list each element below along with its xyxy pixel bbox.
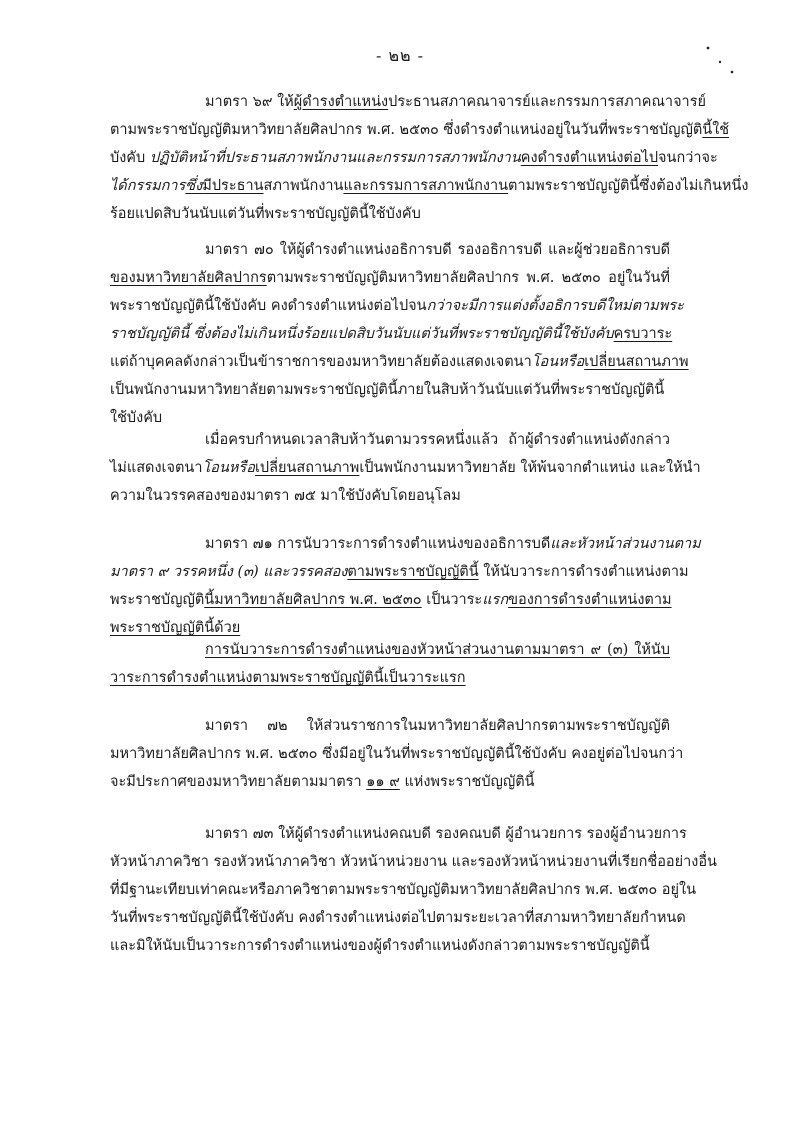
text-segment: ที่มีฐานะเทียบเท่าคณะหรือภาควิชาตามพระราชบัญญัติมหาวิทยาลัยศิลปากร พ.ศ. ๒๕๓๐ อยู่ใน [110,882,696,898]
text-segment: และมิให้นับเป็นวาระการดำรงตำแหน่งของผู้ดำรงตำแหน่งดังกล่าวตามพระราชบัญญัตินี้ [110,938,650,954]
text-segment: เปลี่ยนสถานภาพ [584,354,689,370]
text-segment: โอนหรือ [202,460,255,476]
page-number: - ๒๒ - [375,46,425,65]
text-segment: พระราชบัญญัติ [110,592,205,608]
text-line [110,264,670,292]
text-line [110,768,670,796]
text-segment: มาตรา ๗๒ ให้ส่วนราชการในมหาวิทยาลัยศิลปากรตามพระราชบัญญัติ [205,718,670,734]
text-line [110,236,670,264]
text-segment: และหัวหน้าส่วนงานตาม [550,536,701,552]
text-line [110,88,706,116]
text-line [110,116,730,144]
section-73 [110,820,717,960]
text-segment: วาระการดำรงตำแหน่งตามพระราชบัญญัตินี้เป็นวาระแรก [110,670,466,686]
section-72 [110,712,684,796]
text-line [110,586,670,614]
scan-specks [690,40,750,80]
text-segment: ได้กรรมการ [110,178,186,194]
text-line [110,348,689,376]
text-segment: มาตรา ๗๓ ให้ผู้ดำรงตำแหน่งคณบดี รองคณบดี ผู้อำนวยการ รองผู้อำนวยการ [205,826,687,842]
text-segment: พระราชบัญญัตินี้ด้วย [110,620,241,636]
text-line [110,636,670,664]
text-segment: ซึ่ง [185,178,203,194]
text-segment: แห่งพระราชบัญญัตินี้ [399,774,535,790]
text-segment: คงดำรงตำแหน่งต่อไป [520,150,659,166]
text-segment: ของมหาวิทยาลัยศิลปากร [110,270,267,286]
text-segment: กว่าจะมีการแต่งตั้งอธิการบดีใหม่ตามพระ [426,298,684,314]
text-line [110,664,670,692]
text-segment: ราชบัญญัตินี้ ซึ่งต้องไม่เกินหนึ่งร้อยแปดสิบวันนับแต่วันที่พระราชบัญญัตินี้ใช้บังคับ [110,326,614,342]
text-segment: หัวหน้าภาควิชา รองหัวหน้าภาควิชา หัวหน้าหน่วยงาน และรองหัวหน้าหน่วยงานที่เรียกชื่ออย่างอื่น [110,854,717,870]
text-segment: นี้ใช้ [702,122,730,138]
text-line [110,820,687,848]
text-line [110,558,689,586]
text-segment: เมื่อครบกำหนดเวลาสิบห้าวันตามวรรคหนึ่งแล้ว ถ้าผู้ดำรงตำแหน่งดังกล่าว [205,432,670,448]
section-70-paragraph-2 [110,426,701,510]
text-line [110,426,670,454]
text-segment: เป็นวาระ [421,592,483,608]
text-segment: ใช้บังคับ [110,410,163,426]
text-segment: จนกว่าจะ [658,150,718,166]
text-segment: ๑๑ ๙ [366,774,400,790]
section-70 [110,236,689,432]
text-segment: มีประธาน [202,178,264,194]
text-line [110,376,670,404]
text-segment: สภาพนักงาน [263,178,344,194]
text-line [110,292,684,320]
text-segment: โอนหรือ [531,354,585,370]
text-segment: ประธานสภาคณาจารย์และกรรมการสภาคณาจารย์ [388,94,706,110]
text-segment: ครบวาระ [613,326,673,342]
text-line [110,200,670,228]
text-line [110,904,686,932]
text-segment: บังคับ [110,150,150,166]
text-line [110,876,696,904]
text-line [110,712,670,740]
text-segment: ให้นับวาระการดำรงตำแหน่งตาม [478,564,689,580]
text-segment: มหาวิทยาลัยศิลปากร พ.ศ. ๒๕๓๐ ซึ่งมีอยู่ในวันที่พระราชบัญญัตินี้ใช้บังคับ คงอยู่ต่อไปจนกว่า [110,746,684,762]
text-segment: ตามพระราชบัญญัติมหาวิทยาลัยศิลปากร พ.ศ. ๒๕๓๐ อยู่ในวันที่ [266,270,670,286]
text-segment: ตามพระราชบัญญัติมหาวิทยาลัยศิลปากร พ.ศ. ๒๕๓๐ ซึ่งดำรงตำแหน่งอยู่ในวันที่พระราชบัญญัติ [110,122,703,138]
text-segment: พระราชบัญญัตินี้ใช้บังคับ คงดำรงตำแหน่งต่อไปจน [110,298,427,314]
text-segment: มาตรา ๗๑ การนับวาระการดำรงตำแหน่งของอธิการบดี [205,536,551,552]
text-segment: และกรรมการสภาพนักงาน [343,178,509,194]
text-segment: มาตรา ๗๐ ให้ผู้ดำรงตำแหน่งอธิการบดี รองอธิการบดี และผู้ช่วยอธิการบดี [205,242,670,258]
text-segment: นี้มหาวิทยาลัยศิลปากร พ.ศ. ๒๕๓๐ [204,592,422,608]
text-segment: แรก [482,592,509,608]
text-segment: การนับวาระการดำรงตำแหน่งของหัวหน้าส่วนงานตามมาตรา ๙ (๓) ให้นับ [205,642,670,658]
text-line [110,530,701,558]
text-segment: มาตรา ๖๙ ให้ [205,94,294,110]
text-line [110,144,718,172]
text-segment: มาตรา ๙ วรรคหนึ่ง (๓) และวรรคสอง [110,564,348,580]
text-segment: ร้อยแปดสิบวันนับแต่วันที่พระราชบัญญัตินี้ใช้บังคับ [110,206,421,222]
text-line [110,454,701,482]
text-segment: ไม่แสดงเจตนา [110,460,203,476]
text-segment: ปฏิบัติหน้าที่ประธานสภาพนักงานและกรรมการสภาพนักงาน [149,150,521,166]
text-segment: วันที่พระราชบัญญัตินี้ใช้บังคับ คงดำรงตำแหน่งต่อไปตามระยะเวลาที่สภามหาวิทยาลัยกำหนด [110,910,686,926]
text-segment: ของการดำรงตำแหน่งตาม [508,592,672,608]
text-segment: เป็นพนักงานมหาวิทยาลัย ให้พ้นจากตำแหน่ง และให้นำ [359,460,701,476]
text-segment: เป็นพนักงานมหาวิทยาลัยตามพระราชบัญญัตินี้ภายในสิบห้าวันนับแต่วันที่พระราชบัญญัตินี้ [110,382,665,398]
section-71 [110,530,701,642]
text-segment: ความในวรรคสองของมาตรา ๗๕ มาใช้บังคับโดยอนุโลม [110,488,461,504]
text-line [110,740,684,768]
text-segment: แต่ถ้าบุคคลดังกล่าวเป็นข้าราชการของมหาวิทยาลัยต้องแสดงเจตนา [110,354,532,370]
text-segment: ตามพระราชบัญญัตินี้ [347,564,479,580]
text-line [110,932,670,960]
text-line [110,482,670,510]
text-segment: ผู้ดำรงตำแหน่ง [293,94,389,110]
text-line [110,320,673,348]
text-segment: ตามพระราชบัญญัตินี้ซึ่งต้องไม่เกินหนึ่ง [508,178,749,194]
text-line [110,848,717,876]
text-line [110,172,749,200]
section-69 [110,88,749,228]
text-segment: เปลี่ยนสถานภาพ [254,460,360,476]
section-71-paragraph-2 [110,636,670,692]
text-segment: จะมีประกาศของมหาวิทยาลัยตามมาตรา [110,774,367,790]
